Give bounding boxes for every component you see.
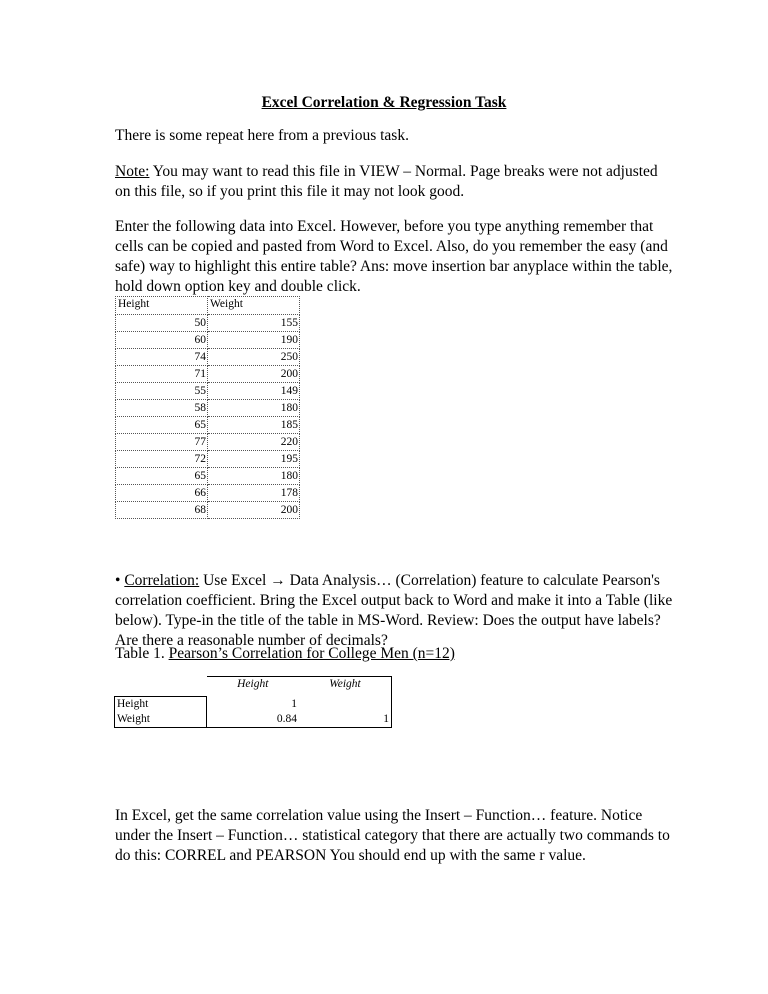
data-table-row: [116, 417, 300, 434]
weight-value: 178: [208, 485, 300, 502]
data-table-row: [116, 332, 300, 349]
cell-weight-weight: 1: [299, 712, 392, 728]
intro-paragraph: There is some repeat here from a previous task.: [115, 127, 409, 144]
note-label: Note:: [115, 163, 150, 180]
correlation-text-2: Data Analysis… (Correlation) feature to calculate Pearson's correlation coefficient. Bring the Excel output back to Word and make it into a Table (like below). Type-in the title of the table in MS-Word. Review: Does the output have labels? Are there a reasonable number of decimals?: [115, 572, 673, 649]
correlation-text-1: Use Excel: [199, 572, 271, 589]
col-header-height: Height: [207, 677, 300, 697]
correlation-label: Correlation:: [124, 572, 200, 589]
height-value: 60: [116, 332, 208, 349]
data-table-row: [116, 315, 300, 332]
data-table-row: [116, 485, 300, 502]
table1-caption-line: [115, 644, 675, 664]
height-value: 66: [116, 485, 208, 502]
weight-value: 185: [208, 417, 300, 434]
correlation-table: [114, 676, 392, 728]
table1-prefix: Table 1.: [115, 645, 169, 662]
weight-value: 190: [208, 332, 300, 349]
row-label: Height: [115, 696, 207, 712]
correlation-row-weight: [115, 712, 392, 728]
data-table-row: [116, 451, 300, 468]
document-title: Excel Correlation & Regression Task: [261, 94, 507, 111]
header-height: Height: [116, 297, 208, 315]
data-table-row: [116, 434, 300, 451]
weight-value: 180: [208, 468, 300, 485]
height-value: 50: [116, 315, 208, 332]
weight-value: 200: [208, 366, 300, 383]
correlation-header-row: [115, 677, 392, 697]
note-paragraph: [115, 162, 675, 202]
height-value: 71: [116, 366, 208, 383]
height-value: 65: [116, 468, 208, 485]
height-value: 74: [116, 349, 208, 366]
correlation-paragraph: [115, 571, 675, 651]
weight-value: 195: [208, 451, 300, 468]
arrow-icon: →: [270, 572, 286, 589]
data-table-row: [116, 502, 300, 519]
note-text: You may want to read this file in VIEW – Normal. Page breaks were not adjusted on this file, so if you print this file it may not look good.: [115, 163, 658, 200]
correlation-row-height: [115, 696, 392, 712]
height-value: 58: [116, 400, 208, 417]
height-value: 77: [116, 434, 208, 451]
instructions-paragraph: Enter the following data into Excel. However, before you type anything remember that cells can be copied and pasted from Word to Excel. Also, do you remember the easy (and safe) way to highlight this entire table? Ans: move insertion bar anyplace within the table, hold down option key and double click.: [115, 218, 673, 295]
height-value: 68: [116, 502, 208, 519]
weight-value: 180: [208, 400, 300, 417]
bullet: •: [115, 572, 121, 589]
row-label: Weight: [115, 712, 207, 728]
header-weight: Weight: [208, 297, 300, 315]
cell-height-weight: [299, 696, 392, 712]
data-table-row: [116, 400, 300, 417]
height-value: 55: [116, 383, 208, 400]
table1-caption: Pearson’s Correlation for College Men (n=12): [168, 645, 455, 662]
data-table-row: [116, 366, 300, 383]
weight-value: 250: [208, 349, 300, 366]
closing-paragraph: In Excel, get the same correlation value using the Insert – Function… feature. Notice under the Insert – Function… statistical category that there are actually two commands to do this: CORREL and PEARSON You should end up with the same r value.: [115, 807, 670, 864]
cell-weight-height: 0.84: [207, 712, 300, 728]
weight-value: 149: [208, 383, 300, 400]
weight-value: 220: [208, 434, 300, 451]
weight-value: 155: [208, 315, 300, 332]
data-table: [115, 296, 300, 519]
weight-value: 200: [208, 502, 300, 519]
data-table-row: [116, 349, 300, 366]
data-table-header-row: [116, 297, 300, 315]
col-header-weight: Weight: [299, 677, 392, 697]
height-value: 72: [116, 451, 208, 468]
height-value: 65: [116, 417, 208, 434]
cell-height-height: 1: [207, 696, 300, 712]
data-table-row: [116, 468, 300, 485]
data-table-row: [116, 383, 300, 400]
